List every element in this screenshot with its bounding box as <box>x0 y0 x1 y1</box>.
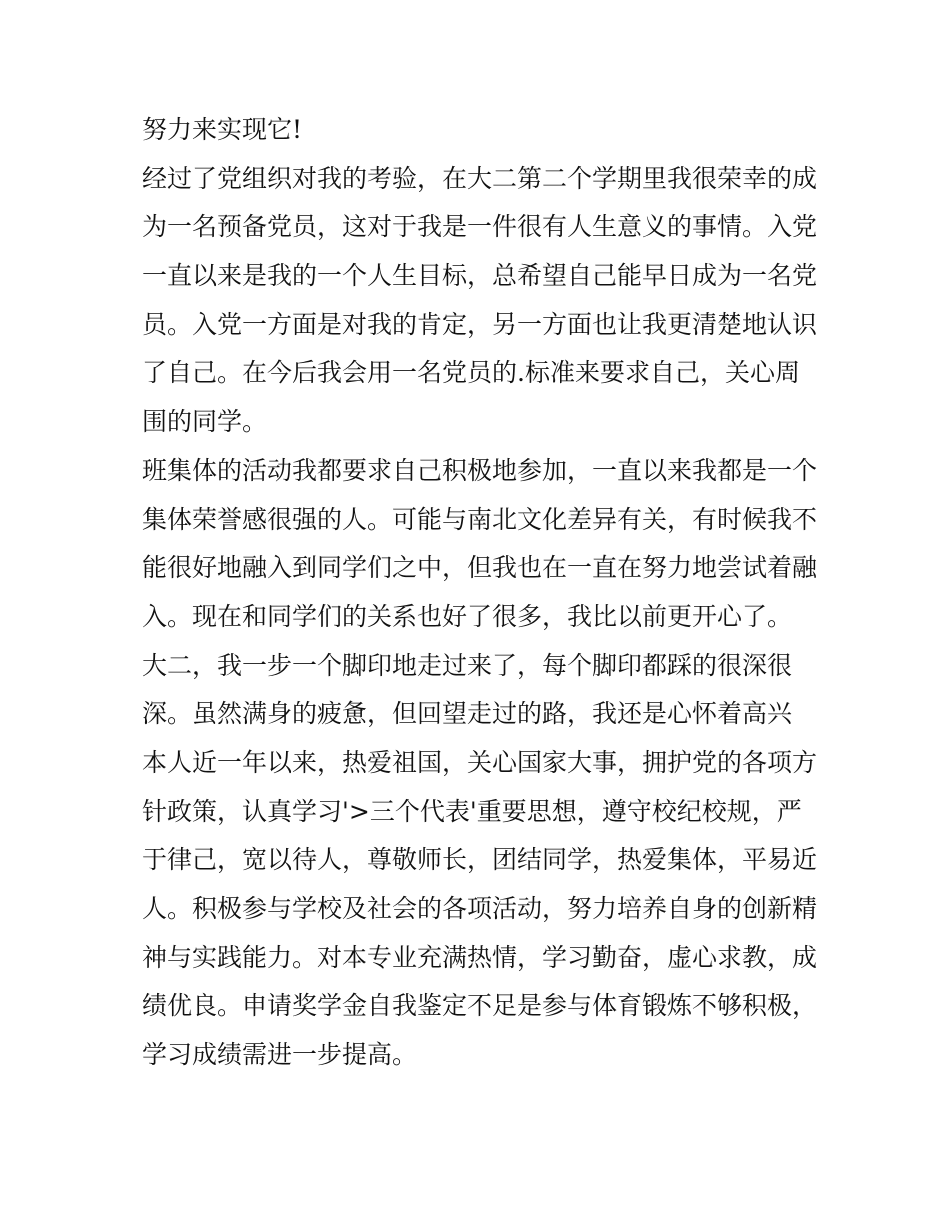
text-line: 深。虽然满身的疲惫，但回望走过的路，我还是心怀着高兴 <box>142 699 793 729</box>
text-line: 努力来实现它! <box>142 115 303 144</box>
text-line: 了自己。在今后我会用一名党员的.标准来要求自己，关心周 <box>142 358 800 388</box>
text-line: 学习成绩需进一步提高。 <box>142 1040 418 1070</box>
text-line: 于律己，宽以待人，尊敬师长，团结同学，热爱集体，平易近 <box>142 845 818 875</box>
text-line: 针政策，认真学习'>三个代表'重要思想，遵守校纪校规，严 <box>142 796 802 826</box>
text-line: 班集体的活动我都要求自己积极地参加，一直以来我都是一个 <box>142 455 818 485</box>
text-line: 大二，我一步一个脚印地走过来了，每个脚印都踩的很深很 <box>142 650 793 680</box>
text-line: 神与实践能力。对本专业充满热情，学习勤奋，虚心求教，成 <box>142 942 818 972</box>
text-line: 人。积极参与学校及社会的各项活动，努力培养自身的创新精 <box>142 894 818 923</box>
text-line: 一直以来是我的一个人生目标，总希望自己能早日成为一名党 <box>142 261 818 291</box>
text-line: 围的同学。 <box>142 407 268 437</box>
text-line: 集体荣誉感很强的人。可能与南北文化差异有关，有时候我不 <box>142 504 818 534</box>
text-line: 为一名预备党员，这对于我是一件很有人生意义的事情。入党 <box>142 212 818 242</box>
text-line: 能很好地融入到同学们之中，但我也在一直在努力地尝试着融 <box>142 553 818 583</box>
text-line: 经过了党组织对我的考验，在大二第二个学期里我很荣幸的成 <box>142 163 818 193</box>
text-line: 本人近一年以来，热爱祖国，关心国家大事，拥护党的各项方 <box>142 747 818 777</box>
text-line: 员。入党一方面是对我的肯定，另一方面也让我更清楚地认识 <box>142 309 818 339</box>
text-line: 绩优良。申请奖学金自我鉴定不足是参与体育锻炼不够积极， <box>142 991 818 1021</box>
document-body <box>142 106 832 1080</box>
text-line: 入。现在和同学们的关系也好了很多，我比以前更开心了。 <box>142 601 793 631</box>
